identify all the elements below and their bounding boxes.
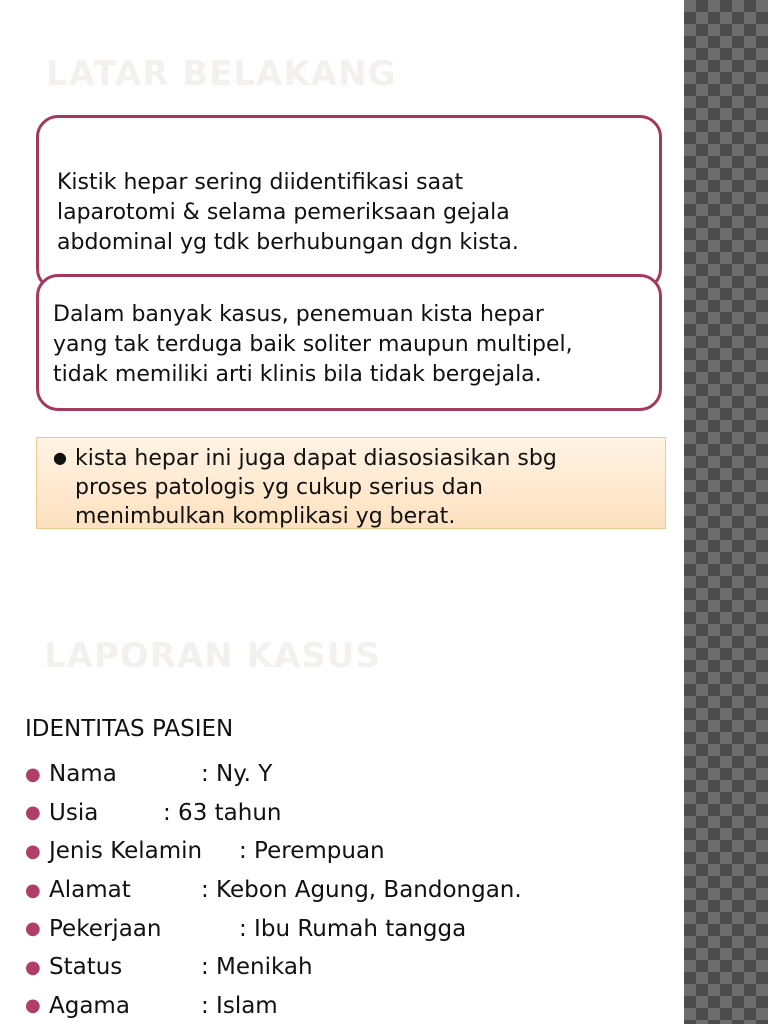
decorative-side-strip [684, 0, 768, 1024]
bullet-dot-icon: ● [25, 956, 41, 978]
identity-value: : Menikah [201, 954, 313, 981]
identity-list [25, 755, 522, 1025]
bullet-dot-icon: ● [25, 995, 41, 1017]
identity-label: Jenis Kelamin [49, 838, 203, 865]
bullet-dot-icon: ● [25, 763, 41, 785]
identity-label: Status [49, 954, 123, 981]
identity-item-jenis-kelamin [25, 832, 522, 871]
identity-item-nama [25, 755, 522, 794]
identity-item-usia [25, 794, 522, 833]
background-box-1 [36, 115, 662, 291]
identity-item-agama [25, 987, 522, 1025]
identity-item-pekerjaan [25, 909, 522, 948]
bullet-dot-icon: ● [25, 802, 41, 824]
bullet-line: kista hepar ini juga dapat diasosiasikan sbg [75, 446, 557, 471]
bullet-dot-icon: ● [25, 879, 41, 901]
identity-value: : Perempuan [239, 838, 385, 865]
bullet-dot-icon: ● [53, 448, 67, 467]
identity-value: : Ny. Y [201, 761, 273, 788]
background-box-2 [36, 274, 662, 411]
highlight-bullet-box [36, 437, 666, 529]
identity-value: : Kebon Agung, Bandongan. [201, 877, 522, 904]
bullet-line: proses patologis yg cukup serius dan [75, 475, 483, 500]
identity-value: : 63 tahun [163, 799, 282, 826]
bullet-line: menimbulkan komplikasi yg berat. [75, 504, 456, 529]
box1-line: laparotomi & selama pemeriksaan gejala [57, 200, 510, 225]
identity-label: Agama [49, 992, 130, 1019]
bullet-dot-icon: ● [25, 840, 41, 862]
bullet-dot-icon: ● [25, 918, 41, 940]
identity-title: IDENTITAS PASIEN [25, 716, 234, 742]
latar-belakang-heading: LATAR BELAKANG [46, 54, 397, 94]
box2-line: Dalam banyak kasus, penemuan kista hepar [53, 302, 544, 327]
identity-label: Nama [49, 761, 117, 788]
identity-value: : Ibu Rumah tangga [239, 915, 467, 942]
identity-label: Pekerjaan [49, 915, 162, 942]
laporan-kasus-heading: LAPORAN KASUS [44, 636, 381, 676]
box2-line: tidak memiliki arti klinis bila tidak bergejala. [53, 362, 542, 387]
box2-line: yang tak terduga baik soliter maupun multipel, [53, 332, 573, 357]
identity-label: Usia [49, 799, 99, 826]
identity-item-status [25, 948, 522, 987]
identity-value: : Islam [201, 992, 278, 1019]
identity-label: Alamat [49, 877, 131, 904]
box1-line: Kistik hepar sering diidentifikasi saat [57, 170, 464, 195]
identity-item-alamat [25, 871, 522, 910]
box1-line: abdominal yg tdk berhubungan dgn kista. [57, 230, 519, 255]
highlight-bullet-text [75, 444, 557, 531]
